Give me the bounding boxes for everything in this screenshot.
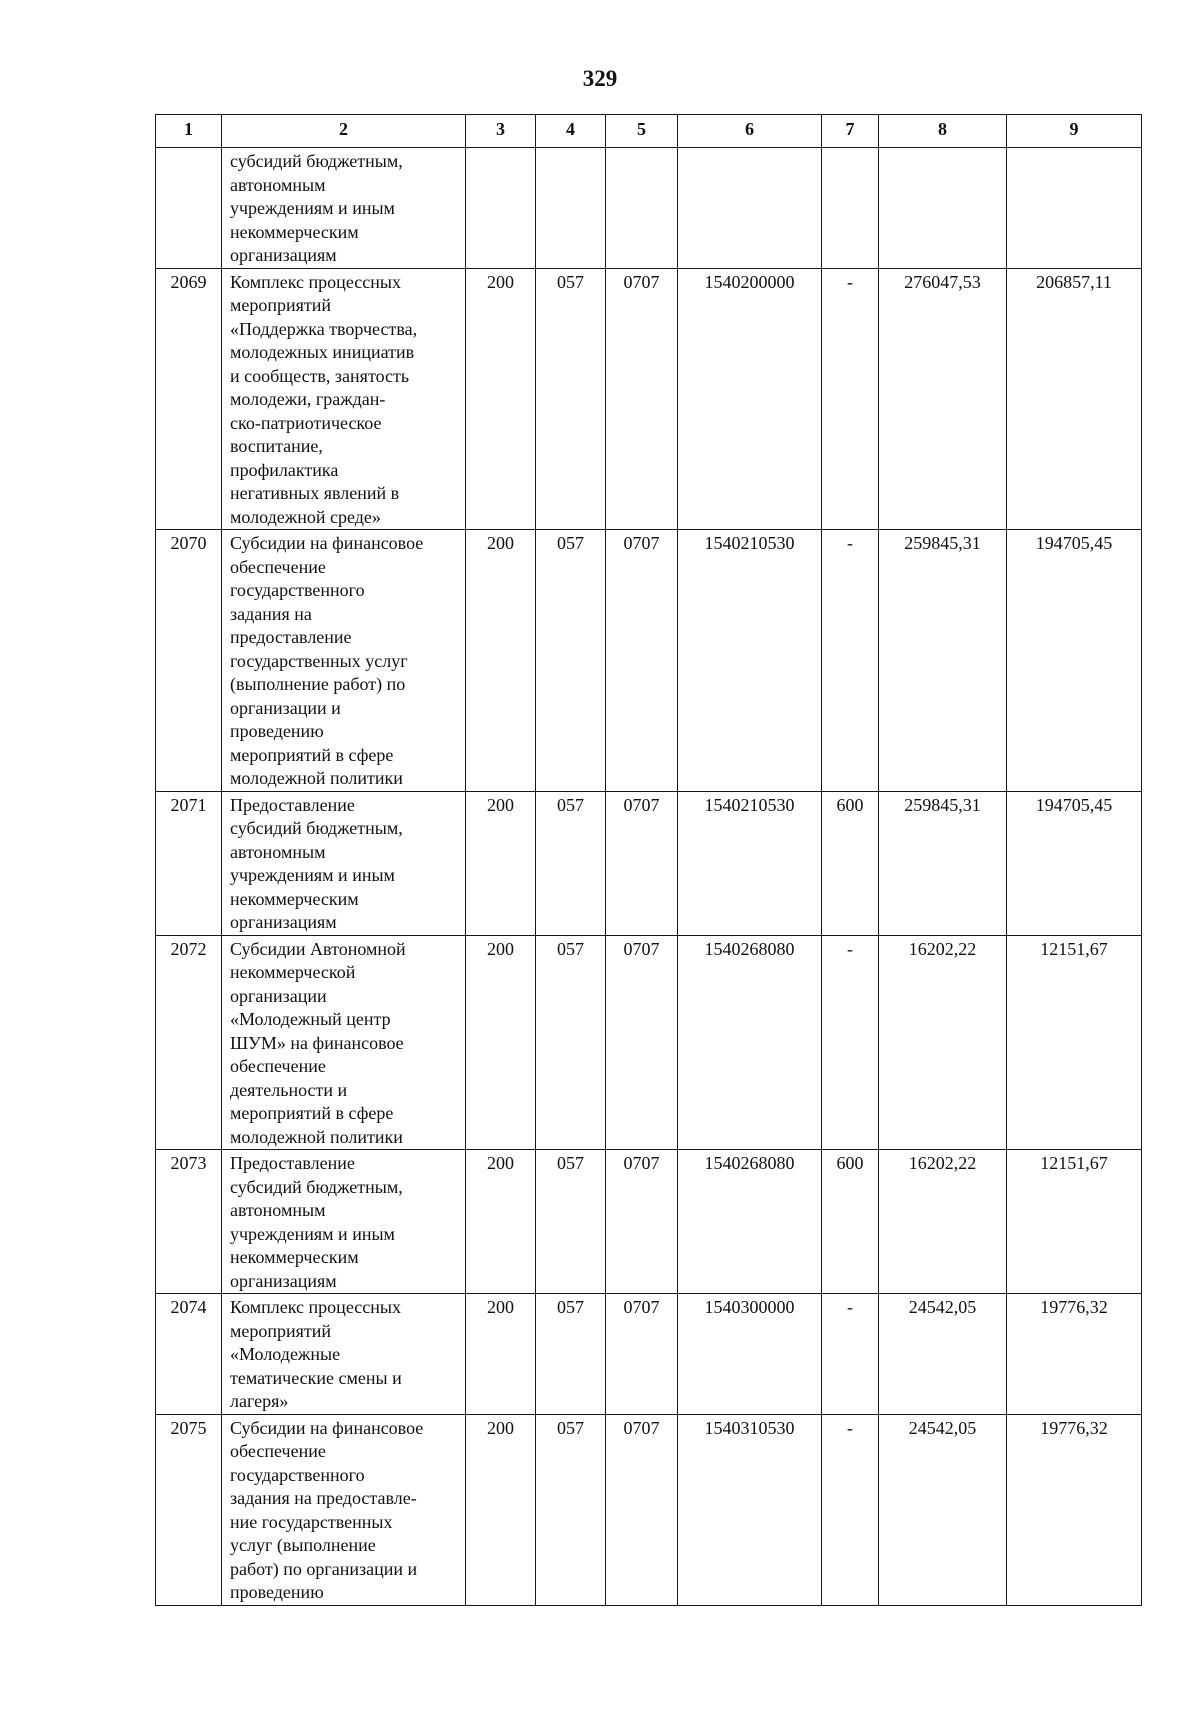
- row-col3: [466, 148, 536, 269]
- row-col3: 200: [466, 935, 536, 1150]
- row-col5: 0707: [606, 530, 678, 792]
- row-col3: 200: [466, 268, 536, 530]
- row-col9: 19776,32: [1007, 1414, 1142, 1605]
- row-col3: 200: [466, 1414, 536, 1605]
- row-col5: 0707: [606, 791, 678, 935]
- row-number: 2071: [156, 791, 222, 935]
- row-name: [222, 530, 466, 792]
- row-name-text: Субсидии Автономной некоммерческой организации «Молодежный центр ШУМ» на финансовое обеспечение деятельности и мероприятий в сфере молодежной политики: [230, 938, 406, 1147]
- row-number: [156, 148, 222, 269]
- row-col5: 0707: [606, 1414, 678, 1605]
- row-col8: 16202,22: [879, 935, 1007, 1150]
- table-row: [156, 530, 1142, 792]
- table-row: [156, 1414, 1142, 1605]
- row-col3: 200: [466, 530, 536, 792]
- row-number: 2074: [156, 1294, 222, 1415]
- row-col7: -: [822, 1294, 879, 1415]
- row-col4: 057: [536, 530, 606, 792]
- row-col4: 057: [536, 1414, 606, 1605]
- row-col8: 24542,05: [879, 1414, 1007, 1605]
- row-col8: 24542,05: [879, 1294, 1007, 1415]
- column-number-row: [156, 115, 1142, 148]
- row-col6: 1540310530: [678, 1414, 822, 1605]
- row-col8: 259845,31: [879, 791, 1007, 935]
- row-col9: 206857,11: [1007, 268, 1142, 530]
- row-name-text: Комплекс процессных мероприятий «Поддержка творчества, молодежных инициатив и сообществ, занятость молодежи, граждан- ско-патриотическое воспитание, профилактика негативных явлений в молодежной среде»: [230, 271, 418, 527]
- row-col9: 194705,45: [1007, 791, 1142, 935]
- row-col9: 12151,67: [1007, 1150, 1142, 1294]
- column-header: 5: [606, 115, 678, 148]
- row-name-text: Субсидии на финансовое обеспечение государственного задания на предоставле- ние государственных услуг (выполнение работ) по организации и проведению: [230, 1417, 424, 1602]
- row-number: 2072: [156, 935, 222, 1150]
- row-name-text: Субсидии на финансовое обеспечение государственного задания на предоставление государственных услуг (выполнение работ) по организации и проведению мероприятий в сфере молодежной политики: [230, 533, 424, 788]
- row-col7: [822, 148, 879, 269]
- row-col7: -: [822, 935, 879, 1150]
- column-header: 9: [1007, 115, 1142, 148]
- row-col6: 1540300000: [678, 1294, 822, 1415]
- row-col3: 200: [466, 1150, 536, 1294]
- row-number: 2070: [156, 530, 222, 792]
- row-col5: [606, 148, 678, 269]
- row-name-text: Комплекс процессных мероприятий «Молодежные тематические смены и лагеря»: [230, 1297, 402, 1411]
- row-number: 2069: [156, 268, 222, 530]
- budget-table: [155, 114, 1142, 1606]
- row-col5: 0707: [606, 1150, 678, 1294]
- row-col4: 057: [536, 1150, 606, 1294]
- row-col6: [678, 148, 822, 269]
- row-col7: 600: [822, 791, 879, 935]
- row-col6: 1540268080: [678, 1150, 822, 1294]
- row-col9: [1007, 148, 1142, 269]
- row-col6: 1540210530: [678, 530, 822, 792]
- table-row: [156, 791, 1142, 935]
- row-col7: -: [822, 1414, 879, 1605]
- row-col7: -: [822, 268, 879, 530]
- row-name: [222, 148, 466, 269]
- row-col5: 0707: [606, 1294, 678, 1415]
- row-col8: [879, 148, 1007, 269]
- column-header: 8: [879, 115, 1007, 148]
- row-col4: 057: [536, 935, 606, 1150]
- column-header: 2: [222, 115, 466, 148]
- row-col8: 16202,22: [879, 1150, 1007, 1294]
- row-col5: 0707: [606, 935, 678, 1150]
- row-col9: 12151,67: [1007, 935, 1142, 1150]
- table-row: [156, 1294, 1142, 1415]
- row-name: [222, 1414, 466, 1605]
- table-row: [156, 1150, 1142, 1294]
- row-col9: 194705,45: [1007, 530, 1142, 792]
- row-col8: 276047,53: [879, 268, 1007, 530]
- column-header: 7: [822, 115, 879, 148]
- row-col6: 1540268080: [678, 935, 822, 1150]
- row-col6: 1540200000: [678, 268, 822, 530]
- row-col9: 19776,32: [1007, 1294, 1142, 1415]
- page-number: 329: [582, 66, 618, 91]
- row-col6: 1540210530: [678, 791, 822, 935]
- table-row: [156, 148, 1142, 269]
- row-name-text: Предоставление субсидий бюджетным, автономным учреждениям и иным некоммерческим организациям: [230, 1153, 403, 1291]
- column-header: 3: [466, 115, 536, 148]
- row-number: 2073: [156, 1150, 222, 1294]
- row-col5: 0707: [606, 268, 678, 530]
- row-name: [222, 268, 466, 530]
- row-col7: -: [822, 530, 879, 792]
- table-row: [156, 935, 1142, 1150]
- row-col8: 259845,31: [879, 530, 1007, 792]
- row-col4: 057: [536, 1294, 606, 1415]
- row-name: [222, 1294, 466, 1415]
- row-col4: 057: [536, 268, 606, 530]
- column-header: 1: [156, 115, 222, 148]
- column-header: 6: [678, 115, 822, 148]
- row-name: [222, 1150, 466, 1294]
- row-number: 2075: [156, 1414, 222, 1605]
- row-name-text: Предоставление субсидий бюджетным, автономным учреждениям и иным некоммерческим организациям: [230, 794, 403, 932]
- row-col3: 200: [466, 791, 536, 935]
- row-name: [222, 935, 466, 1150]
- row-name: [222, 791, 466, 935]
- table-row: [156, 268, 1142, 530]
- column-header: 4: [536, 115, 606, 148]
- row-name-text: субсидий бюджетным, автономным учреждениям и иным некоммерческим организациям: [230, 151, 403, 265]
- row-col4: [536, 148, 606, 269]
- row-col7: 600: [822, 1150, 879, 1294]
- row-col4: 057: [536, 791, 606, 935]
- row-col3: 200: [466, 1294, 536, 1415]
